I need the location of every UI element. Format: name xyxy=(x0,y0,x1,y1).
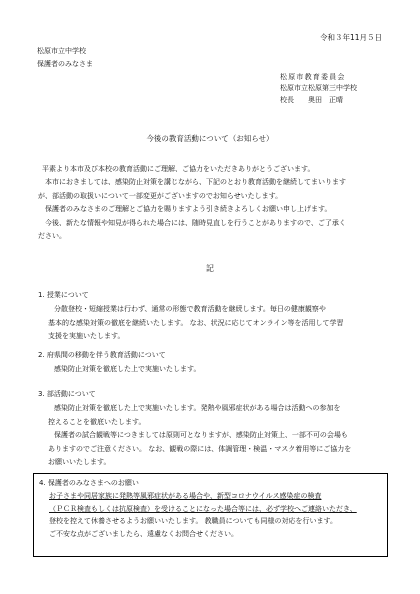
sender-board: 松原市教育委員会 xyxy=(280,73,346,81)
notice-heading: 4. 保護者のみなさまへのお願い xyxy=(39,479,139,487)
section-line: 感染防止対策を徹底した上で実施いたします。発熱や風邪症状がある場合は活動への参加を xyxy=(54,404,341,413)
notice-line: お子さまや同居家族に発熱等風邪症状がある場合や、新型コロナウイルス感染症の検査 xyxy=(49,492,322,501)
intro-line: 今後、新たな情報や知見が得られた場合には、随時見直しを行うことがありますので、ご了承く xyxy=(45,218,346,227)
notice-box xyxy=(33,473,388,557)
section-2 xyxy=(38,351,383,375)
issue-date: 令和３年11月５日 xyxy=(319,33,382,42)
section-line: お願いいたします。 xyxy=(48,458,111,467)
notice-line: （ＰＣＲ検査もしくは抗原検査）を受けることになった場合等には、必ず学校へご連絡いただき、 xyxy=(49,504,357,513)
notice-line: 登校を控えて休養させるようお願いいたします。 教職員についても同様の対応を行います。 xyxy=(49,517,337,526)
section-line: 感染防止対策を徹底した上で実施いたします。 xyxy=(54,365,201,374)
section-heading: 1. 授業について xyxy=(38,291,89,299)
section-line: 支援を実施いたします。 xyxy=(48,332,125,341)
section-line: 保護者の試合観戦等につきましては原則可となりますが、感染防止対策上、一部不可の会場も xyxy=(54,431,348,440)
intro-line: 平素より本市及び本校の教育活動にご理解、ご協力をいただきありがとうございます。 xyxy=(42,165,315,173)
section-line: 分散登校・短縮授業は行わず、通常の形態で教育活動を継続します。毎日の健康観察や xyxy=(54,305,326,314)
recipient-guardians: 保護者のみなさま xyxy=(37,60,93,69)
section-3 xyxy=(38,390,383,468)
section-line: 基本的な感染対策の徹底を継続いたします。 なお、状況に応じてオンライン等を活用して学習 xyxy=(48,318,344,327)
recipient-block xyxy=(37,47,93,70)
sender-block xyxy=(280,73,390,105)
sender-school: 松原市立松原第三中学校 xyxy=(280,84,357,93)
section-1 xyxy=(38,291,383,342)
intro-line: が、部活動の取扱いについて一部変更がございますのでお知らせいたします。 xyxy=(38,191,283,200)
section-heading: 2. 府県間の移動を伴う教育活動について xyxy=(38,351,166,359)
intro-line: ださい。 xyxy=(38,232,66,241)
section-line: ありますのでご注意ください。 なお、観戦の際には、体調管理・検温・マスク着用等にご協力を xyxy=(48,444,352,453)
section-heading: 3. 部活動について xyxy=(38,390,96,398)
sender-principal: 校長 奥田 正晴 xyxy=(280,95,343,104)
recipient-school: 松原市立中学校 xyxy=(37,47,86,55)
ki-heading: 記 xyxy=(206,264,214,273)
section-line: 控えることを徹底いたします。 xyxy=(48,417,146,426)
notice-line: ご不安な点がございましたら、遠慮なくお問合せください。 xyxy=(49,529,238,538)
document-title: 今後の教育活動について（お知らせ） xyxy=(146,134,274,143)
notice-content xyxy=(39,479,384,539)
intro-line: 本市におきましては、感染防止対策を講じながら、下記のとおり教育活動を継続してまいります xyxy=(45,178,346,187)
intro-line: 保護者のみなさまのご理解とご協力を賜りますよう引き続きよろしくお願い申し上げます。 xyxy=(45,205,332,214)
intro-paragraph xyxy=(38,165,383,242)
